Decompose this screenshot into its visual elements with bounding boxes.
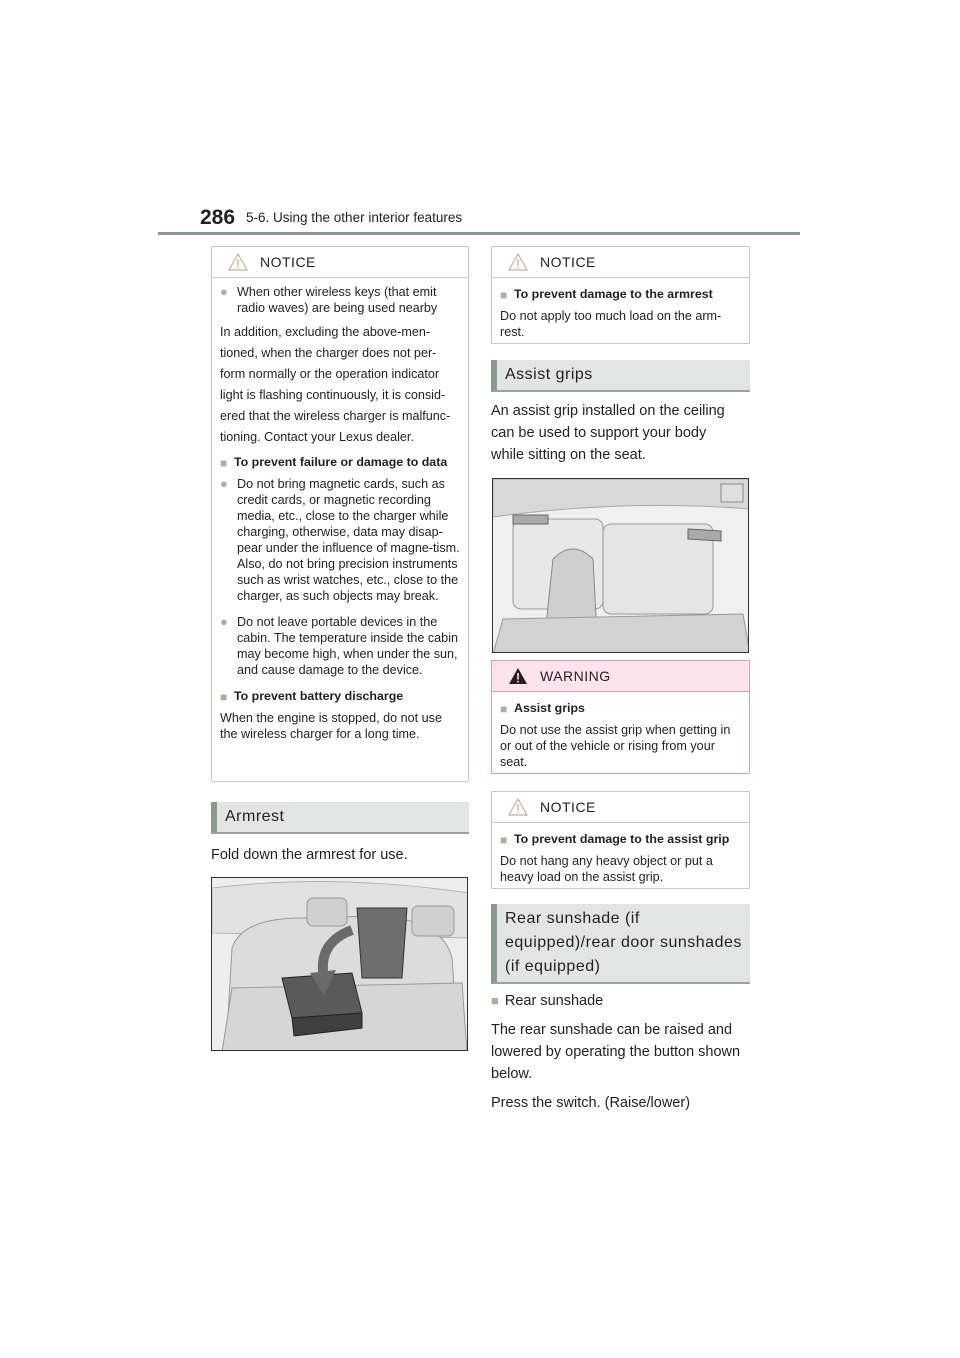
page-number: 286 xyxy=(200,206,236,229)
notice-box-armrest xyxy=(491,246,750,344)
notice-body xyxy=(212,278,468,742)
armrest-text: Fold down the armrest for use. xyxy=(211,847,408,863)
heading-line: equipped)/rear door sunshades xyxy=(505,934,742,951)
heading-line: (if equipped) xyxy=(505,958,601,975)
square-bullet-icon: ■ xyxy=(220,690,228,704)
bullet-item: ● When other wireless keys (that emit radio waves) are being used nearby xyxy=(220,284,438,315)
rear-seat-armrest-image xyxy=(212,878,468,1051)
rear-sunshade-instruction: Press the switch. (Raise/lower) xyxy=(491,1095,691,1111)
warning-title: WARNING xyxy=(540,668,611,684)
bullet-dot-icon: ● xyxy=(220,284,228,299)
warning-subheading: ■ Assist grips xyxy=(500,701,585,716)
bullet-item: ● Do not bring magnetic cards, such as credit cards, or magnetic recording media, etc., close to the charger while charging, otherwise, data may disap-pear under the influence of magne-tism. Also, do not bring precision instruments such as wrist watches, etc., close to the charger, as such objects may break. xyxy=(220,476,460,603)
notice-body xyxy=(492,278,749,340)
warning-box-assist-grips xyxy=(491,660,750,774)
notice-header xyxy=(492,792,749,823)
notice-subheading: ■ To prevent damage to the armrest xyxy=(500,287,713,302)
notice-title: NOTICE xyxy=(540,254,596,270)
notice-header xyxy=(492,247,749,278)
armrest-heading xyxy=(211,802,469,834)
notice-body xyxy=(492,823,749,885)
notice-box-assist-grip xyxy=(491,791,750,889)
notice-paragraph: Do not apply too much load on the arm-rest. xyxy=(500,309,722,339)
bullet-item: ● Do not leave portable devices in the cabin. The temperature inside the cabin may become high, when under the sun, and cause damage to the device. xyxy=(220,614,458,677)
notice-box-wireless xyxy=(211,246,469,782)
square-bullet-icon: ■ xyxy=(500,702,508,716)
warning-triangle-icon xyxy=(508,667,528,685)
heading-text: Assist grips xyxy=(505,366,593,383)
notice-header xyxy=(212,247,468,278)
heading-text: Armrest xyxy=(225,808,285,825)
heading-line: Rear sunshade (if xyxy=(505,910,640,927)
ceiling-assist-grip-image xyxy=(493,479,749,653)
caution-triangle-icon xyxy=(508,798,528,816)
armrest-illustration xyxy=(211,877,468,1051)
square-bullet-icon: ■ xyxy=(491,993,499,1008)
notice-paragraph: When the engine is stopped, do not use the wireless charger for a long time. xyxy=(220,711,442,741)
square-bullet-icon: ■ xyxy=(500,288,508,302)
warning-paragraph: Do not use the assist grip when getting in or out of the vehicle or rising from your seat. xyxy=(500,723,731,769)
header-rule xyxy=(158,232,800,235)
assist-grip-illustration xyxy=(492,478,749,653)
caution-triangle-icon xyxy=(228,253,248,271)
notice-paragraph: In addition, excluding the above-men-tioned, when the charger does not per-form normally or the operation indicator light is flashing continuously, it is consid-ered that the wireless charger is malfunc-tioning. Contact your Lexus dealer. xyxy=(220,325,451,444)
notice-paragraph: Do not hang any heavy object or put a heavy load on the assist grip. xyxy=(500,854,713,884)
notice-title: NOTICE xyxy=(540,799,596,815)
notice-subheading: ■ To prevent failure or damage to data xyxy=(220,455,448,470)
caution-triangle-icon xyxy=(508,253,528,271)
notice-title: NOTICE xyxy=(260,254,316,270)
warning-body xyxy=(492,692,749,770)
bullet-dot-icon: ● xyxy=(220,476,228,491)
sunshade-heading xyxy=(491,904,750,984)
warning-header xyxy=(492,661,749,692)
bullet-dot-icon: ● xyxy=(220,614,228,629)
square-bullet-icon: ■ xyxy=(500,833,508,847)
square-bullet-icon: ■ xyxy=(220,456,228,470)
notice-subheading: ■ To prevent damage to the assist grip xyxy=(500,832,730,847)
rear-sunshade-text: The rear sunshade can be raised and lowered by operating the button shown below. xyxy=(491,1022,741,1082)
assist-grips-text: An assist grip installed on the ceiling can be used to support your body while sitting on the seat. xyxy=(491,403,725,463)
rear-sunshade-subheading: ■ Rear sunshade xyxy=(491,993,604,1009)
notice-subheading: ■ To prevent battery discharge xyxy=(220,689,404,704)
assist-grips-heading xyxy=(491,360,750,392)
section-title: 5-6. Using the other interior features xyxy=(246,210,463,225)
